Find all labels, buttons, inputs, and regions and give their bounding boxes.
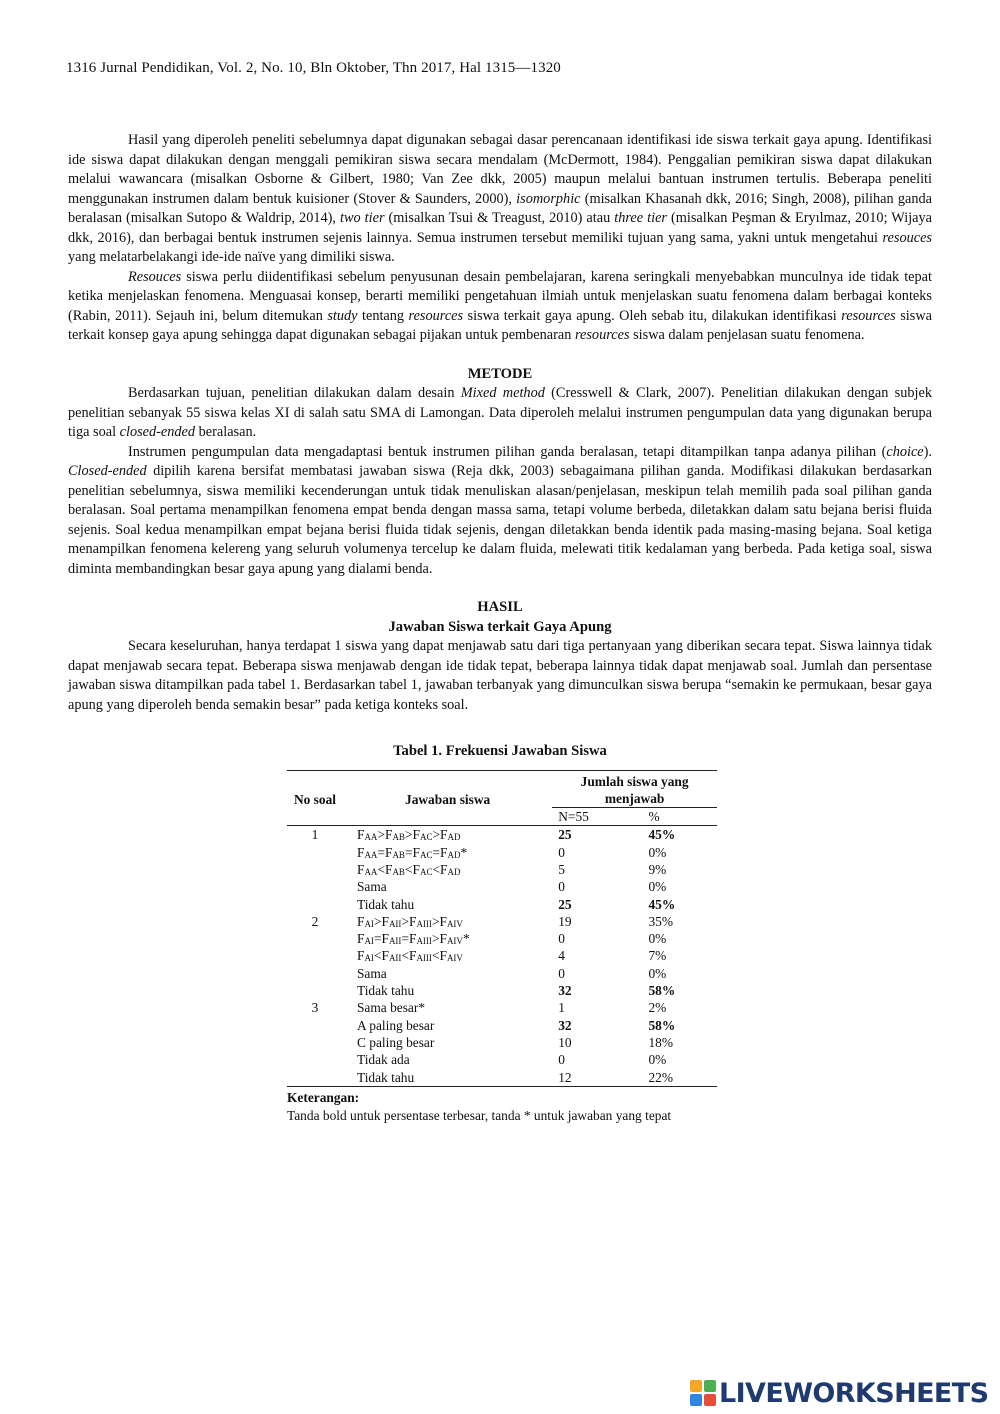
text-run: Berdasarkan tujuan, penelitian dilakukan dalam desain <box>128 385 461 401</box>
answer-text: <F <box>431 948 447 964</box>
cell-count: 25 <box>558 896 572 912</box>
answer-text: Tidak tahu <box>356 896 415 912</box>
text-run: two tier <box>340 210 385 226</box>
journal-header: 1316 Jurnal Pendidikan, Vol. 2, No. 10, Bln Oktober, Thn 2017, Hal 1315—1320 <box>66 60 561 76</box>
table-row <box>287 1051 717 1068</box>
subscript: AI <box>364 918 374 929</box>
cell-percent: 18% <box>648 1034 673 1050</box>
answer-text: =F <box>401 931 417 947</box>
answer-text: <F <box>404 861 420 877</box>
cell-jawaban <box>343 1034 552 1051</box>
cell-count: 32 <box>558 1017 572 1033</box>
text-run: siswa dalam penjelasan suatu fenomena. <box>629 327 865 343</box>
cell-count: 5 <box>558 861 565 877</box>
text-run: siswa terkait konsep gaya apung sehingga dapat digunakan sebagai pijakan untuk pembenaran <box>68 307 932 343</box>
cell-percent: 0% <box>648 965 667 981</box>
text-run: dipilih karena bersifat membatasi jawaban siswa (Reja dkk, 2003) sebagaimana pilihan ganda. Modifikasi dilakukan berdasarkan penelitian sebelumnya, siswa memiliki kecenderungan untuk tidak menuliskan alasan/penjelasan, meskipun telah memilih pada soal pilihan ganda beralasan. Soal pertama menampilkan fenomena empat benda dengan massa sama, tetapi volume berbeda, diletakkan dalam satu bejana berisi fluida sejenis. Soal kedua menampilkan empat bejana berisi fluida tidak sejenis, dengan diletakkan benda identik pada masing-masing bejana. Soal ketiga menampilkan fenomena kelereng yang seluruh volumenya tercelup ke dalam fluida, melewati titik kedalaman yang berbeda. Pada ketiga soal, siswa diminta membandingkan besar gaya apung yang dialami benda. <box>68 463 932 577</box>
answer-text: A paling besar <box>356 1017 435 1033</box>
text-run: three tier <box>614 210 667 226</box>
text-run: (misalkan Tsui & Treagust, 2010) atau <box>384 210 615 226</box>
cell-no-soal <box>287 930 343 947</box>
text-run: Instrumen pengumpulan data mengadaptasi bentuk instrumen pilihan ganda beralasan, tetapi ditampilkan tanpa adanya pilihan ( <box>128 443 887 460</box>
subscript: AA <box>364 849 378 860</box>
subscript: AD <box>447 866 461 877</box>
hasil-paragraph-1 <box>68 637 932 715</box>
cell-no-soal <box>287 896 343 913</box>
cell-percent: 2% <box>648 1000 667 1016</box>
cell-count: 1 <box>558 1000 565 1016</box>
answer-text: F <box>356 948 365 964</box>
text-run: (misalkan Peşman & Eryılmaz, 2010; Wijaya dkk, 2016), dan berbagai bentuk instrumen sejenis lainnya. Semua instrumen tersebut memiliki tujuan yang sama, yakni untuk mengetahui <box>68 210 933 246</box>
subscript: AA <box>364 866 378 877</box>
cell-count: 0 <box>558 1052 565 1068</box>
text-run: resouces <box>882 229 932 246</box>
subscript: AC <box>419 849 433 860</box>
intro-paragraph-2 <box>68 268 932 346</box>
cell-no-soal: 2 <box>311 913 319 929</box>
subscript: AII <box>388 918 402 929</box>
subscript: AD <box>447 832 461 843</box>
header-percent: % <box>648 809 660 825</box>
cell-no-soal <box>287 947 343 964</box>
table-notes <box>287 1089 717 1125</box>
subsection-title: Jawaban Siswa terkait Gaya Apung <box>388 618 612 635</box>
cell-count: 12 <box>558 1069 572 1085</box>
text-run: closed-ended <box>119 424 196 440</box>
subscript: AIV <box>446 953 463 964</box>
logo-square-icon <box>690 1380 702 1392</box>
subscript: AIII <box>416 953 432 964</box>
section-title-metode: METODE <box>467 365 533 382</box>
liveworksheets-logo <box>690 1376 988 1410</box>
cell-count: 0 <box>558 965 565 981</box>
subscript: AI <box>364 936 374 947</box>
cell-jawaban <box>343 896 552 913</box>
answer-text: >F <box>373 913 389 929</box>
answer-text: Sama besar* <box>356 1000 426 1016</box>
table-row <box>287 1034 717 1051</box>
intro-paragraph-1 <box>68 131 932 268</box>
answer-text: * <box>462 931 470 947</box>
cell-jawaban <box>343 1017 552 1034</box>
cell-no-soal: 1 <box>311 827 319 843</box>
metode-paragraph-1 <box>68 384 932 443</box>
cell-percent: 0% <box>648 844 667 860</box>
cell-jawaban <box>343 878 552 895</box>
answer-text: C paling besar <box>356 1034 435 1050</box>
subscript: AII <box>388 936 402 947</box>
header-n: N=55 <box>558 809 589 825</box>
subscript: AC <box>419 866 433 877</box>
cell-no-soal <box>287 982 343 999</box>
cell-no-soal <box>287 844 343 861</box>
text-run: tentang <box>357 307 409 324</box>
subscript: AI <box>364 953 374 964</box>
cell-no-soal: 3 <box>311 1000 319 1016</box>
cell-no-soal <box>287 1017 343 1034</box>
table-body <box>287 826 717 1086</box>
cell-count: 19 <box>558 913 572 929</box>
section-title-hasil: HASIL <box>477 599 523 615</box>
subscript: AIV <box>446 918 463 929</box>
cell-jawaban <box>343 1051 552 1068</box>
cell-count: 0 <box>558 931 565 947</box>
text-run: siswa terkait gaya apung. Oleh sebab itu, dilakukan identifikasi <box>463 307 842 324</box>
table-row <box>287 878 717 895</box>
table-row <box>287 826 717 844</box>
answer-text: F <box>356 913 365 929</box>
text-run: (Cresswell & Clark, 2007). Penelitian dilakukan dengan subjek penelitian sebanyak 55 siswa kelas XI di salah satu SMA di Lamongan. Data diperoleh melalui instrumen pengumpulan data yang digunakan berupa tiga soal <box>68 385 932 440</box>
answer-text: >F <box>431 913 447 929</box>
cell-percent: 0% <box>648 931 667 947</box>
cell-no-soal <box>287 861 343 878</box>
answer-text: >F <box>377 827 393 843</box>
cell-count: 25 <box>558 827 572 843</box>
answer-text: >F <box>431 931 447 947</box>
logo-square-icon <box>704 1380 716 1392</box>
cell-no-soal <box>287 1069 343 1087</box>
answer-text: =F <box>377 844 393 860</box>
subscript: AB <box>392 866 405 877</box>
answer-text: =F <box>404 844 420 860</box>
cell-count: 4 <box>558 948 565 964</box>
text-run: choice <box>886 443 924 460</box>
answer-text: <F <box>401 948 417 964</box>
cell-percent: 0% <box>648 879 667 895</box>
answer-text: F <box>356 827 365 843</box>
answer-text: >F <box>401 913 417 929</box>
answer-text: Tidak tahu <box>356 1069 415 1085</box>
cell-no-soal <box>287 1051 343 1068</box>
header-no-soal: No soal <box>293 792 337 808</box>
cell-percent: 58% <box>648 1017 676 1033</box>
logo-text: LIVEWORKSHEETS <box>719 1377 989 1409</box>
table-row <box>287 999 717 1016</box>
cell-count: 0 <box>558 879 565 895</box>
subscript: AB <box>392 832 405 843</box>
cell-percent: 45% <box>648 896 676 912</box>
cell-jawaban <box>343 965 552 982</box>
cell-percent: 35% <box>648 913 673 929</box>
cell-jawaban <box>343 930 552 947</box>
subscript: AA <box>364 832 378 843</box>
text-run: resources <box>841 307 896 324</box>
cell-percent: 58% <box>648 983 676 999</box>
answer-text: Sama <box>356 879 387 895</box>
answer-text: Sama <box>356 965 387 981</box>
table-row <box>287 913 717 930</box>
subscript: AD <box>447 849 461 860</box>
answer-text: >F <box>404 827 420 843</box>
table-row <box>287 930 717 947</box>
table-row <box>287 1069 717 1087</box>
text-run: beralasan. <box>195 424 257 440</box>
header-jumlah-group: Jumlah siswa yang menjawab <box>552 770 717 808</box>
answer-text: Tidak tahu <box>356 983 415 999</box>
text-run: yang melatarbelakangi ide-ide naïve yang dimiliki siswa. <box>68 249 395 265</box>
cell-jawaban <box>343 861 552 878</box>
cell-no-soal <box>287 965 343 982</box>
answer-text: F <box>356 861 365 877</box>
answer-text: =F <box>432 844 448 860</box>
text-run: Secara keseluruhan, hanya terdapat 1 siswa yang dapat menjawab satu dari tiga pertanyaan yang diberikan secara tepat. Siswa lainnya tidak dapat menjawab secara tepat. Beberapa siswa menjawab dengan ide tidak tepat, beberapa lainnya tidak dapat menjawab soal. Jumlah dan persentase jawaban siswa ditampilkan pada tabel 1. Berdasarkan tabel 1, jawaban terbanyak yang dimunculkan siswa berupa “semakin ke permukaan, besar gaya apung yang diperoleh benda semakin besar” pada ketiga konteks soal. <box>68 638 932 713</box>
subscript: AC <box>419 832 433 843</box>
text-run: (misalkan Khasanah dkk, 2016; Singh, 2008), pilihan ganda beralasan (misalkan Sutopo & Waldrip, 2014), <box>68 190 932 226</box>
table-row <box>287 844 717 861</box>
text-run: siswa perlu diidentifikasi sebelum penyusunan desain pembelajaran, karena seringkali menyebabkan munculnya ide tidak tepat ketika menjelaskan fenomena. Menguasai konsep, berarti memiliki pengetahuan ilmiah untuk menjelaskan suatu fenomena dalam berbagai konteks (Rabin, 2011). Sejauh ini, belum ditemukan <box>68 268 932 324</box>
logo-grid-icon <box>690 1380 716 1406</box>
answer-text: F <box>356 931 365 947</box>
header-jawaban: Jawaban siswa <box>405 792 491 808</box>
subscript: AII <box>388 953 402 964</box>
cell-jawaban <box>343 999 552 1016</box>
cell-count: 0 <box>558 844 565 860</box>
text-run: resources <box>574 327 630 343</box>
notes-text: Tanda bold untuk persentase terbesar, tanda * untuk jawaban yang tepat <box>287 1107 672 1123</box>
text-run: Resouces <box>128 268 182 285</box>
logo-square-icon <box>704 1394 716 1406</box>
answer-text: F <box>356 844 365 860</box>
table-row <box>287 982 717 999</box>
article-body <box>68 131 932 1125</box>
answer-text: Tidak ada <box>356 1052 410 1068</box>
answer-text: * <box>460 844 468 860</box>
cell-jawaban <box>343 947 552 964</box>
cell-no-soal <box>287 1034 343 1051</box>
table-row <box>287 965 717 982</box>
answer-text: <F <box>377 861 393 877</box>
answer-text: <F <box>432 861 448 877</box>
subscript: AB <box>392 849 405 860</box>
subscript: AIV <box>446 936 463 947</box>
cell-percent: 45% <box>648 827 676 843</box>
cell-jawaban <box>343 982 552 999</box>
cell-percent: 22% <box>648 1069 673 1085</box>
table-container <box>287 770 717 1125</box>
cell-jawaban <box>343 1069 552 1087</box>
cell-percent: 7% <box>648 948 667 964</box>
logo-square-icon <box>690 1394 702 1406</box>
text-run: study <box>327 307 358 324</box>
answer-text: >F <box>432 827 448 843</box>
text-run: isomorphic <box>516 190 581 207</box>
text-run: Closed-ended <box>68 463 147 479</box>
answer-text: =F <box>373 931 389 947</box>
cell-jawaban <box>343 826 552 844</box>
cell-jawaban <box>343 844 552 861</box>
cell-percent: 0% <box>648 1052 667 1068</box>
frequency-table <box>287 770 717 1087</box>
cell-jawaban <box>343 913 552 930</box>
subscript: AIII <box>416 918 432 929</box>
text-run: Hasil yang diperoleh peneliti sebelumnya dapat digunakan sebagai dasar perencanaan identifikasi ide siswa terkait gaya apung. Identifikasi ide siswa dapat dilakukan dengan menggali pemikiran siswa secara mendalam (McDermott, 1984). Penggalian pemikiran siswa dapat dilakukan melalui wawancara (misalkan Osborne & Gilbert, 1980; Van Zee dkk, 2005) maupun melalui bantuan instrumen tertulis. Beberapa peneliti menggunakan instrumen dalam bentuk kuisioner (Stover & Saunders, 2000), <box>68 132 932 207</box>
text-run: resources <box>408 307 464 324</box>
cell-percent: 9% <box>648 861 667 877</box>
cell-count: 32 <box>558 983 572 999</box>
text-run: Mixed method <box>460 385 545 401</box>
table-caption: Tabel 1. Frekuensi Jawaban Siswa <box>393 743 607 759</box>
table-row <box>287 861 717 878</box>
cell-count: 10 <box>558 1034 572 1050</box>
metode-paragraph-2 <box>68 443 932 580</box>
notes-label: Keterangan: <box>287 1089 360 1105</box>
subscript: AIII <box>416 936 432 947</box>
table-row <box>287 1017 717 1034</box>
text-run: ). <box>923 443 932 460</box>
table-row <box>287 947 717 964</box>
table-row <box>287 896 717 913</box>
cell-no-soal <box>287 878 343 895</box>
answer-text: <F <box>373 948 389 964</box>
